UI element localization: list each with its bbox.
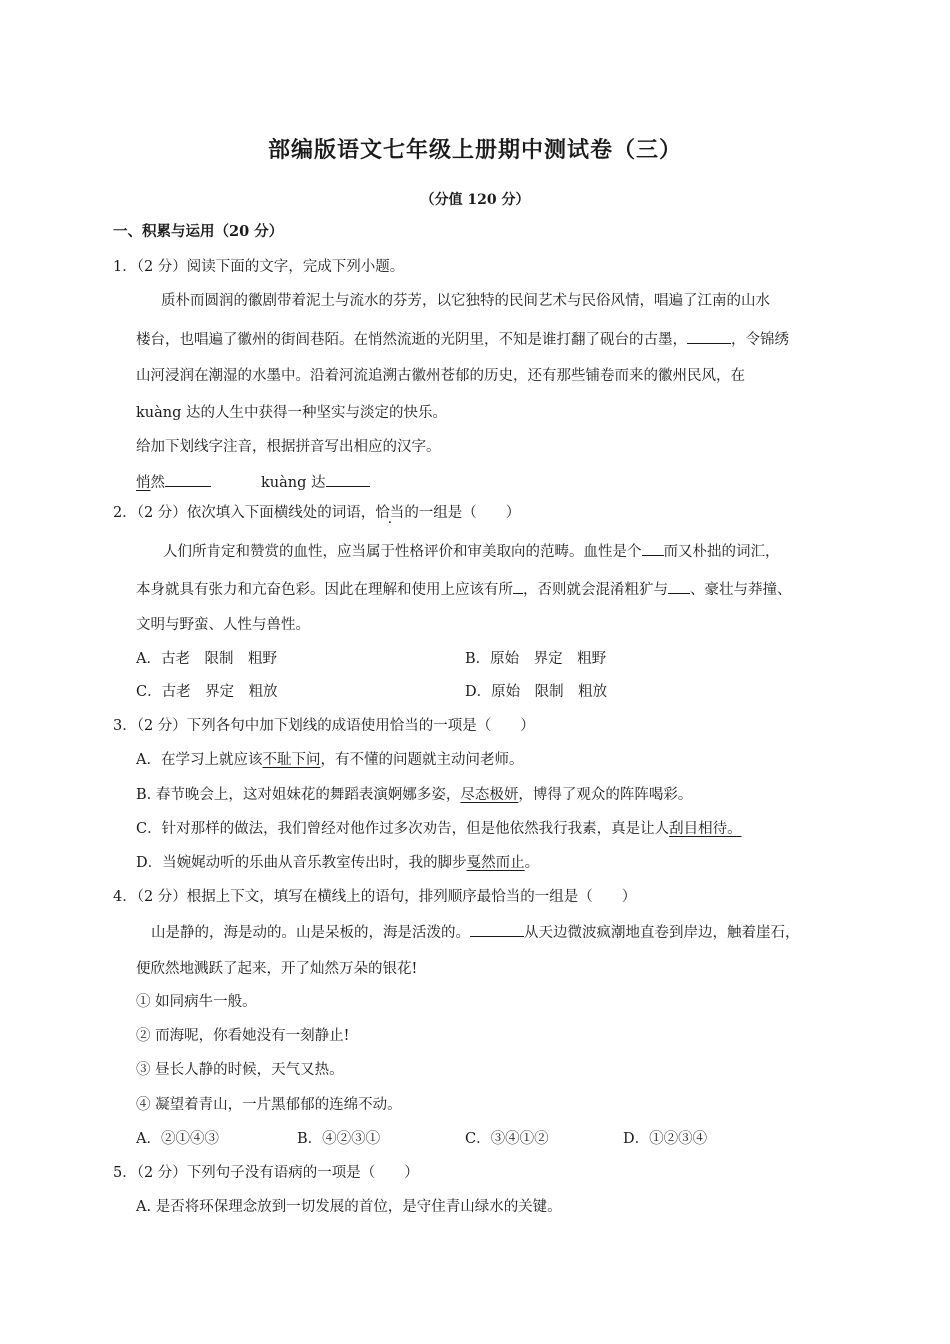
q2-option-c[interactable]: C．古老 界定 粗放 [136, 684, 278, 700]
text: ，有不懂的问题就主动问老师。 [320, 752, 524, 768]
q4-option-c[interactable]: C．③④①② [465, 1131, 549, 1147]
q3-option-b[interactable] [136, 785, 692, 805]
q4-sentence-2: ② 而海呢，你看她没有一刻静止! [136, 1028, 350, 1044]
q3-option-c[interactable] [136, 819, 742, 839]
q1-passage-line2-text: 楼台，也唱遍了徽州的街闾巷陌。在悄然流逝的光阴里，不知是谁打翻了砚台的古墨， [136, 332, 687, 348]
answer-blank [165, 471, 211, 487]
text: C．针对那样的做法，我们曾经对他作过多次劝告，但是他依然我行我素，真是让人 [136, 821, 670, 837]
q1-passage-line4: kuàng 达的人生中获得一种坚实与淡定的快乐。 [136, 405, 447, 421]
q4-passage-line1 [151, 921, 800, 943]
q1-passage-line2-end: ，令锦绣 [731, 332, 789, 348]
text: 山是静的，海是动的。山是呆板的，海是活泼的。 [151, 925, 470, 941]
q2-passage-line2 [136, 578, 792, 600]
text: ，博得了观众的阵阵喝彩。 [518, 787, 693, 803]
underlined-char: 悄 [136, 475, 151, 491]
text: 人们所肯定和赞赏的血性，应当属于性格评价和审美取向的范畴。血性是个 [163, 544, 642, 560]
document-title: 部编版语文七年级上册期中测试卷（三） [267, 138, 682, 163]
q4-sentence-4: ④ 凝望着青山，一片黑郁郁的连绵不动。 [136, 1097, 402, 1113]
underlined-idiom: 戛然而止 [466, 855, 525, 871]
q5-stem: 5．（2 分）下列句子没有语病的一项是（ ） [113, 1165, 419, 1181]
text: 本身就具有张力和亢奋色彩。因此在理解和使用上应该有所 [136, 582, 513, 598]
answer-blank [687, 328, 731, 344]
q4-sentence-1: ① 如同病牛一般。 [136, 994, 257, 1010]
q2-option-a[interactable]: A．古老 限制 粗野 [136, 651, 277, 667]
answer-blank [326, 471, 370, 487]
q4-option-a[interactable]: A．②①④③ [136, 1131, 219, 1147]
q4-stem: 4．（2 分）根据上下文，填写在横线上的语句，排列顺序最恰当的一组是（ ） [113, 889, 637, 905]
text: 。 [524, 855, 540, 871]
q1-passage-line2 [136, 328, 789, 350]
text: A．在学习上就应该 [136, 752, 263, 768]
q3-option-d[interactable] [136, 853, 539, 873]
q4-passage-line2: 便欣然地溅跃了起来，开了灿然万朵的银花! [136, 961, 418, 977]
item-text: 然 [150, 475, 165, 491]
q1-answer-item-1 [136, 471, 211, 493]
q2-stem [113, 503, 520, 523]
text: 从天边微波疯潮地直卷到岸边，触着崖石， [524, 925, 800, 941]
text: 而又朴拙的词汇， [663, 544, 780, 560]
q2-stem-end: 的一组是（ ） [404, 505, 521, 521]
q1-passage-line3: 山河浸润在潮湿的水墨中。沿着河流追溯古徽州苍郁的历史，还有那些铺卷而来的徽州民风，在 [136, 368, 745, 384]
text: B. 春节晚会上，这对姐妹花的舞蹈表演婀娜多姿， [136, 787, 461, 803]
q4-option-b[interactable]: B．④②③① [297, 1131, 381, 1147]
q1-passage-line1: 质朴而圆润的徽剧带着泥土与流水的芬芳，以它独特的民间艺术与民俗风情，唱遍了江南的山水 [161, 293, 770, 309]
q2-passage-line1 [163, 540, 780, 562]
text: 、豪壮与莽撞、 [690, 582, 792, 598]
underlined-idiom: 刮目相待。 [669, 821, 742, 837]
q4-sentence-3: ③ 昼长人静的时候，天气又热。 [136, 1062, 344, 1078]
q2-stem-text: 2．（2 分）依次填入下面横线处的词语， [113, 505, 376, 521]
text: ，否则就会混淆粗犷与 [523, 582, 668, 598]
emphasis-dot-word: 恰当 [375, 505, 405, 521]
q1-stem: 1．（2 分）阅读下面的文字，完成下列小题。 [113, 259, 405, 275]
text: D．当婉娓动听的乐曲从音乐教室传出时，我的脚步 [136, 855, 467, 871]
answer-blank [470, 921, 524, 937]
q5-option-a[interactable]: A. 是否将环保理念放到一切发展的首位，是守住青山绿水的关键。 [136, 1199, 562, 1215]
q2-option-b[interactable]: B．原始 界定 粗野 [465, 651, 607, 667]
q4-option-d[interactable]: D．①②③④ [623, 1131, 708, 1147]
answer-blank [668, 578, 690, 594]
q3-option-a[interactable] [136, 750, 523, 770]
section-heading: 一、积累与运用（20 分） [113, 223, 284, 240]
underlined-idiom: 不耻下问 [262, 752, 321, 768]
q2-passage-line3: 文明与野蛮、人性与兽性。 [136, 617, 310, 633]
q3-stem: 3．（2 分）下列各句中加下划线的成语使用恰当的一项是（ ） [113, 718, 535, 734]
answer-blank [642, 540, 664, 556]
item-text: kuàng 达 [261, 475, 326, 491]
score-note: （分值 120 分） [420, 192, 530, 208]
q2-option-d[interactable]: D．原始 限制 粗放 [465, 684, 608, 700]
underlined-idiom: 尽态极妍 [460, 787, 519, 803]
q1-instruction: 给加下划线字注音，根据拼音写出相应的汉字。 [136, 439, 441, 455]
answer-blank [513, 578, 523, 594]
q1-answer-item-2 [261, 471, 370, 493]
